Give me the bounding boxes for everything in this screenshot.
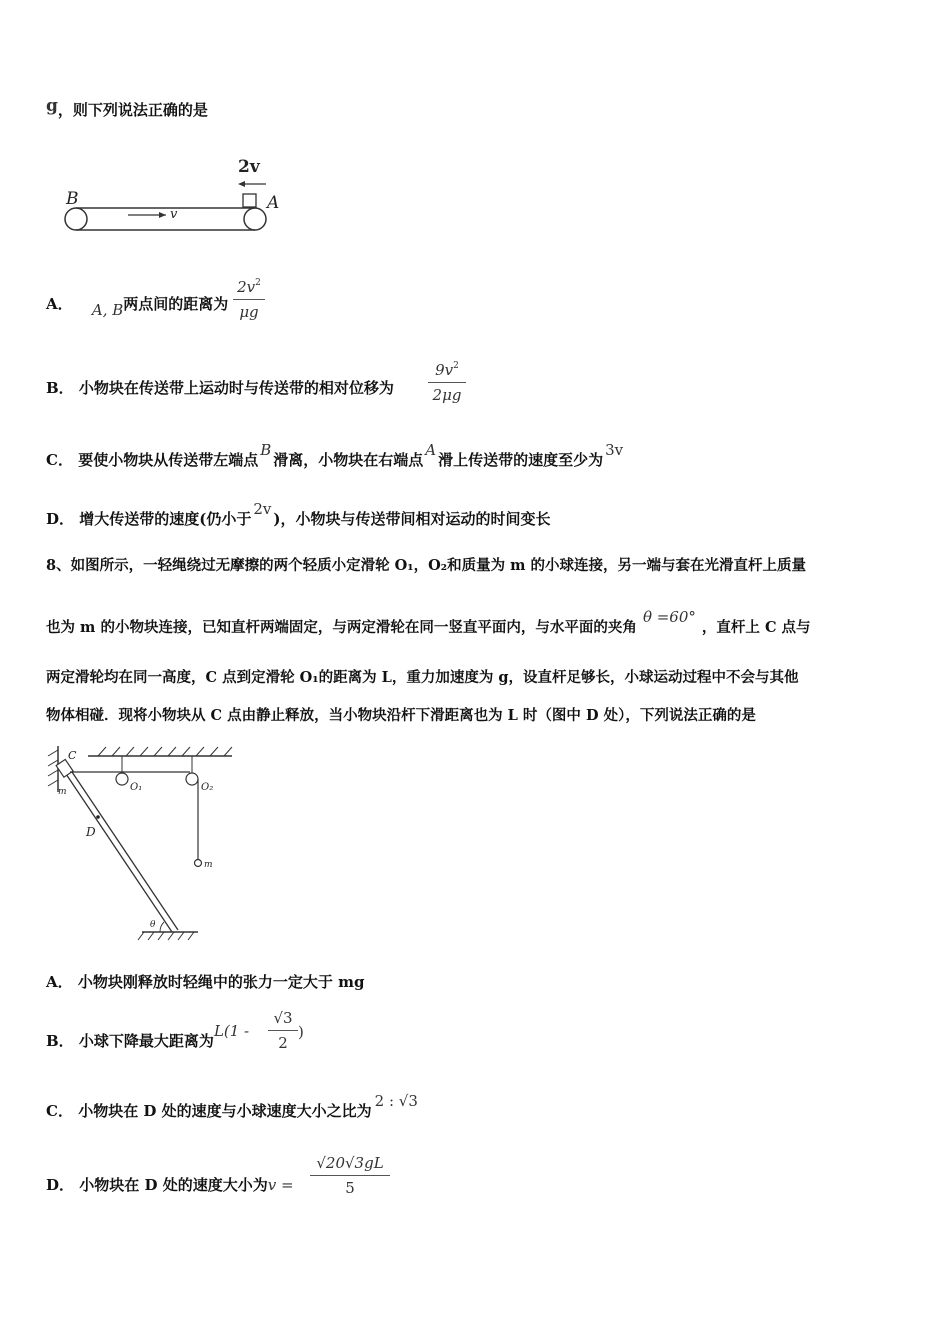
q8-option-d-fraction [310,1153,390,1198]
rod-left-edge [62,768,172,932]
q8-option-b-fraction [268,1008,298,1053]
label-m-ball: m [204,860,213,870]
option-letter: C． [46,451,73,469]
option-letter: B． [46,1032,74,1050]
option-d-text: 小物块在 D 处的速度大小为 [79,1176,268,1194]
q8-line-1: 8、如图所示，一轻绳绕过无摩擦的两个轻质小定滑轮 O₁，O₂和质量为 m 的小球连接，另一端与套在光滑直杆上质量 [46,557,807,574]
label-v: v [170,207,178,222]
option-a-text: 两点间的距离为 [123,295,229,313]
option-letter: A． [46,973,73,991]
q8-option-a [46,972,364,992]
option-a-math: A, B [91,301,124,319]
q8-angle-math: θ =60° [642,608,696,626]
frac-exponent: 2 [255,278,261,288]
option-c-math-3v: 3v [605,441,624,459]
label-o2: O₂ [201,782,214,793]
option-c-ratio: 2 : √3 [374,1092,418,1110]
q8-line-3: 两定滑轮均在同一高度，C 点到定滑轮 O₁的距离为 L，重力加速度为 g，设直杆足够长，小球运动过程中不会与其他 [46,669,799,686]
q8-line-2b: ，直杆上 C 点与 [701,619,811,636]
q7-intro-symbol: g [46,96,58,116]
option-letter: B． [46,379,74,397]
option-b-text: 小球下降最大距离为 [78,1032,214,1050]
option-d-math-pre: v = [267,1176,294,1194]
frac-denominator: 2μg [432,386,462,404]
rod-right-edge [68,766,178,930]
frac-numerator: √20√3gL [316,1154,384,1172]
q8-option-c [46,1092,418,1121]
frac-numerator: 2v [237,278,256,296]
option-c-text: 小物块在 D 处的速度与小球速度大小之比为 [78,1102,372,1120]
frac-denominator: 2 [278,1034,288,1052]
frac-denominator: μg [239,303,259,321]
option-c-math-b: B [260,441,272,459]
hanging-ball [195,860,202,867]
option-b-math-pre: L(1 - [213,1022,250,1040]
q7-option-d [46,500,551,529]
pulley-rod-figure [40,742,240,947]
frac-denominator: 5 [345,1179,355,1197]
option-c-math-a: A [425,441,437,459]
belt-velocity-arrowhead [159,212,166,218]
label-o1: O₁ [130,782,143,793]
conveyor-belt-figure [58,152,288,240]
option-c-text-3: 滑上传送带的速度至少为 [438,451,604,469]
q7-option-c [46,441,624,470]
label-b: B [66,189,79,209]
q8-line-2 [46,608,811,638]
q7-option-a [46,294,229,319]
label-2v: 2v [238,157,260,177]
label-m-block: m [58,787,67,797]
point-d [96,815,100,819]
label-a: A [267,193,280,213]
label-theta: θ [150,920,156,930]
option-letter: D． [46,510,75,528]
option-c-text-1: 要使小物块从传送带左端点 [78,451,259,469]
pulley-o1 [116,773,128,785]
q7-option-b-fraction [428,356,466,405]
q7-option-b [46,378,394,398]
option-b-text: 小物块在传送带上运动时与传送带的相对位移为 [78,379,394,397]
q8-line-2a: 也为 m 的小物块连接，已知直杆两端固定，与两定滑轮在同一竖直平面内，与水平面的夹角 [46,619,637,636]
frac-exponent: 2 [453,361,459,371]
option-d-math-2v: 2v [253,500,272,518]
q7-intro-text: ，则下列说法正确的是 [57,101,208,119]
label-d: D [86,825,96,839]
option-c-text-2: 滑离，小物块在右端点 [273,451,424,469]
small-block [243,194,256,207]
q7-intro [46,96,208,120]
option-letter: D． [46,1176,75,1194]
option-a-text: 小物块刚释放时轻绳中的张力一定大于 mg [77,973,365,991]
option-letter: C． [46,1102,73,1120]
option-d-text-1: 增大传送带的速度(仍小于 [79,510,252,528]
q8-line-4: 物体相碰．现将小物块从 C 点由静止释放，当小物块沿杆下滑距离也为 L 时（图中 D 处），下列说法正确的是 [46,707,756,724]
label-c: C [68,749,77,762]
left-pulley [65,208,87,230]
block-velocity-arrowhead [238,181,245,187]
frac-numerator: 9v [435,361,454,379]
close-paren: ) [298,1023,304,1041]
right-pulley [244,208,266,230]
frac-numerator: √3 [273,1009,293,1027]
q8-option-b-close [298,1022,304,1042]
option-d-text-2: )，小物块与传送带间相对运动的时间变长 [273,510,551,528]
option-letter: A． [46,295,73,313]
q7-option-a-fraction [233,273,265,322]
pulley-o2 [186,773,198,785]
q8-option-d [46,1175,294,1195]
q8-option-b [46,1022,250,1051]
angle-arc [160,922,164,932]
